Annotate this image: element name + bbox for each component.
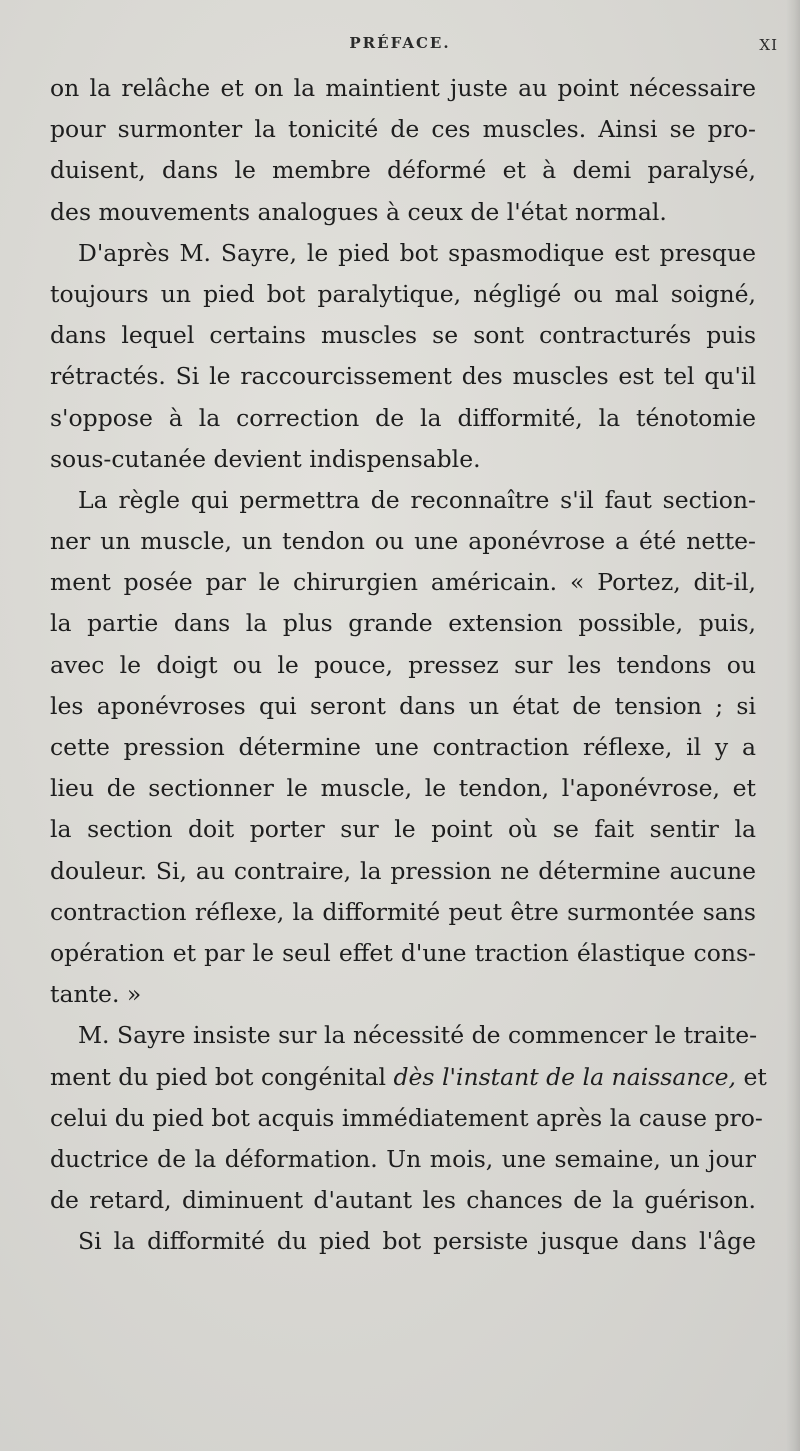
text-line [50, 192, 756, 233]
text-line-content: la section doit porter sur le point où se fait sentir la [50, 815, 756, 844]
text-line [50, 1180, 756, 1221]
text-line [50, 974, 756, 1015]
text-line-content: D'après M. Sayre, le pied bot spasmodique est presque [78, 238, 756, 267]
text-line-content: opération et par le seul effet d'une traction élastique cons- [50, 938, 756, 967]
text-line [50, 68, 756, 109]
text-line-content: sous-cutanée devient indispensable. [50, 444, 481, 473]
text-line [50, 274, 756, 315]
text-line [50, 809, 756, 850]
page-number: XI [759, 36, 778, 54]
text-line-content: ductrice de la déformation. Un mois, une semaine, un jour [50, 1144, 756, 1173]
text-line-content: contraction réflexe, la difformité peut être surmontée sans [50, 897, 756, 926]
text-line [50, 521, 756, 562]
text-line-italic: dès l'instant de la naissance, [393, 1062, 737, 1091]
text-line-content: ment posée par le chirurgien américain. « Portez, dit-il, [50, 568, 756, 597]
text-line-content: La règle qui permettra de reconnaître s'il faut section- [78, 485, 756, 514]
text-line [50, 315, 756, 356]
text-line [50, 1139, 756, 1180]
text-line-content: tante. » [50, 980, 142, 1009]
text-line [50, 603, 756, 644]
text-line-content: pour surmonter la tonicité de ces muscles. Ainsi se pro- [50, 115, 756, 144]
text-line [50, 686, 756, 727]
text-line [50, 892, 756, 933]
text-line-content: cette pression détermine une contraction réflexe, il y a [50, 733, 756, 761]
text-line-content: s'oppose à la correction de la difformité, la ténotomie [50, 403, 756, 432]
text-line [50, 233, 756, 274]
text-line [50, 933, 756, 974]
text-line [50, 1098, 763, 1139]
text-line-content: dans lequel certains muscles se sont contracturés puis [50, 321, 756, 350]
text-line [50, 398, 756, 439]
text-line-content: des mouvements analogues à ceux de l'état normal. [50, 197, 667, 226]
page-edge-shadow [786, 0, 800, 1451]
text-line [50, 480, 756, 521]
text-line [50, 645, 756, 686]
text-line [50, 109, 756, 150]
text-line [50, 150, 756, 191]
text-line-content: celui du pied bot acquis immédiatement après la cause pro- [50, 1103, 763, 1132]
text-line-content: la partie dans la plus grande extension possible, puis, [50, 609, 756, 638]
text-line [50, 768, 756, 809]
text-line [50, 356, 756, 397]
running-title: PRÉFACE. [349, 34, 451, 52]
text-line-content: toujours un pied bot paralytique, négligé ou mal soigné, [50, 279, 756, 308]
text-line [50, 851, 756, 892]
running-head [0, 34, 800, 58]
text-line-content: douleur. Si, au contraire, la pression ne détermine aucune [50, 856, 756, 885]
text-line-after: et [736, 1062, 767, 1091]
text-line-content: rétractés. Si le raccourcissement des muscles est tel qu'il [50, 362, 756, 391]
body-text [50, 68, 767, 1262]
text-line [50, 727, 756, 768]
text-line-content: M. Sayre insiste sur la nécessité de commencer le traite- [78, 1021, 758, 1050]
text-line-content: ner un muscle, un tendon ou une aponévrose a été nette- [50, 527, 756, 556]
text-line [50, 1015, 756, 1056]
text-line-content: avec le doigt ou le pouce, pressez sur les tendons ou [50, 650, 756, 679]
text-line-content: ment du pied bot congénital [50, 1062, 394, 1091]
text-line-content: lieu de sectionner le muscle, le tendon, l'aponévrose, et [50, 774, 756, 803]
text-line-content: on la relâche et on la maintient juste au point nécessaire [50, 74, 756, 102]
text-line-content: duisent, dans le membre déformé et à demi paralysé, [50, 156, 756, 185]
text-line [50, 562, 756, 603]
text-line-content: les aponévroses qui seront dans un état de tension ; si [50, 691, 756, 720]
text-line [50, 1221, 756, 1262]
text-line [50, 439, 756, 480]
text-line [50, 1057, 767, 1098]
text-line-content: de retard, diminuent d'autant les chances de la guérison. [50, 1186, 756, 1215]
text-line-content: Si la difformité du pied bot persiste jusque dans l'âge [78, 1227, 756, 1256]
